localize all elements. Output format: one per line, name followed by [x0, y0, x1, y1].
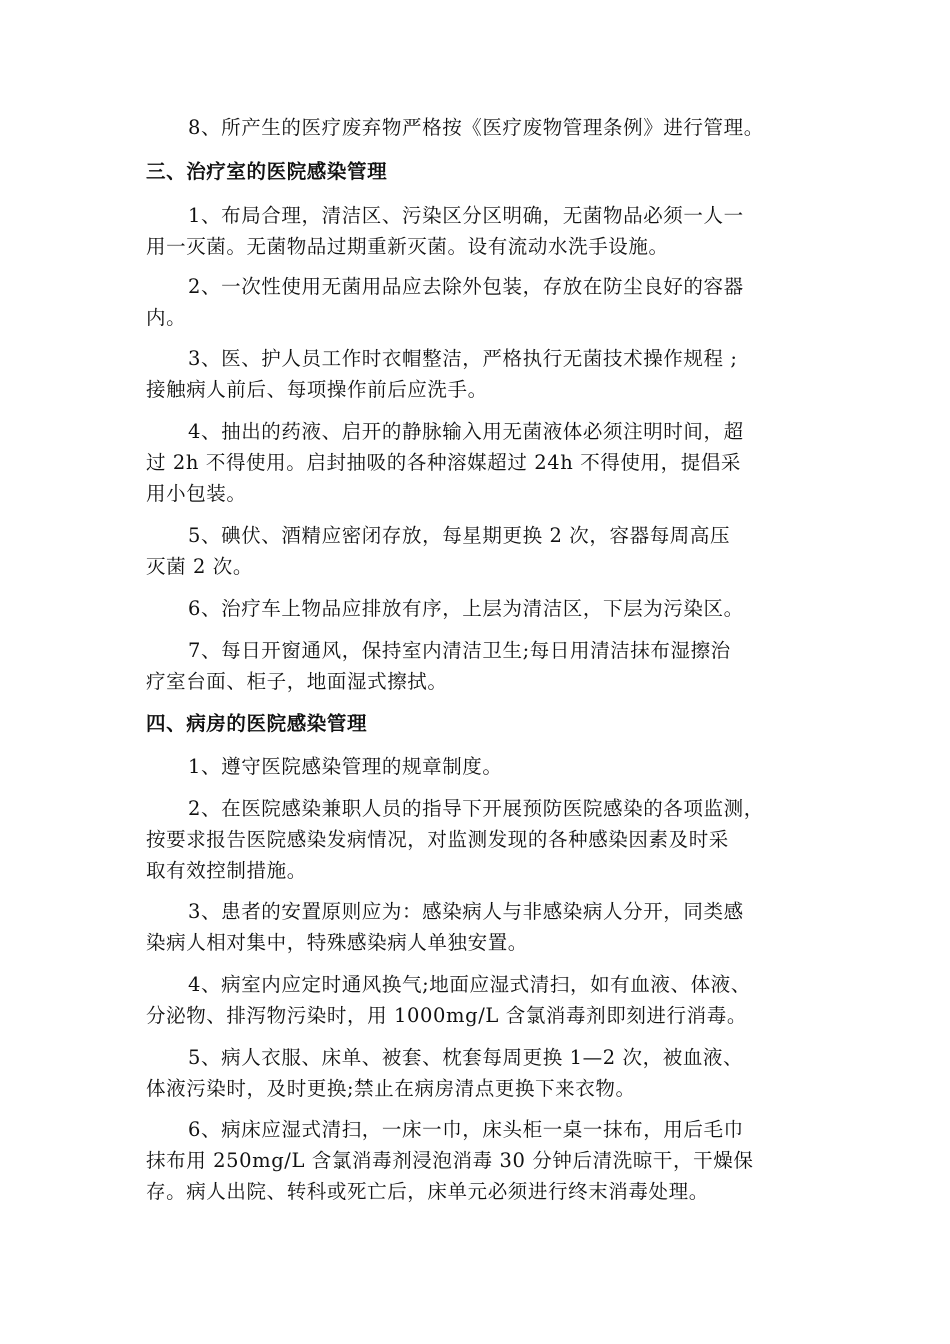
paragraph-3-line-2: 接触病人前后、每项操作前后应洗手。 — [146, 378, 488, 401]
paragraph-7-line-1: 7、每日开窗通风，保持室内清洁卫生;每日用清洁抹布湿擦治 — [188, 639, 731, 662]
ward-paragraph-4-line-1: 4、病室内应定时通风换气;地面应湿式清扫，如有血液、体液、 — [188, 973, 751, 996]
paragraph-7-line-2: 疗室台面、柜子，地面湿式擦拭。 — [146, 670, 448, 693]
paragraph-2-line-2: 内。 — [146, 306, 187, 329]
paragraph-3-line-1: 3、医、护人员工作时衣帽整洁，严格执行无菌技术操作规程 ; — [188, 347, 738, 370]
paragraph-4-line-3: 用小包装。 — [146, 482, 247, 505]
ward-paragraph-2-line-2: 按要求报告医院感染发病情况，对监测发现的各种感染因素及时采 — [146, 828, 729, 851]
paragraph-1-line-2: 用一灭菌。无菌物品过期重新灭菌。设有流动水洗手设施。 — [146, 235, 669, 258]
ward-paragraph-1-line-1: 1、遵守医院感染管理的规章制度。 — [188, 755, 503, 778]
paragraph-8-line-1: 8、所产生的医疗废弃物严格按《医疗废物管理条例》进行管理。 — [188, 116, 764, 139]
paragraph-4-line-2: 过 2h 不得使用。启封抽吸的各种溶媒超过 24h 不得使用，提倡采 — [146, 451, 742, 474]
ward-paragraph-5-line-2: 体液污染时，及时更换;禁止在病房清点更换下来衣物。 — [146, 1077, 636, 1100]
paragraph-2-line-1: 2、一次性使用无菌用品应去除外包装，存放在防尘良好的容器 — [188, 275, 744, 298]
ward-paragraph-2-line-1: 2、在医院感染兼职人员的指导下开展预防医院感染的各项监测， — [188, 797, 764, 820]
ward-paragraph-5-line-1: 5、病人衣服、床单、被套、枕套每周更换 1—2 次，被血液、 — [188, 1046, 744, 1069]
paragraph-5-line-2: 灭菌 2 次。 — [146, 555, 254, 578]
paragraph-6-line-1: 6、治疗车上物品应排放有序，上层为清洁区，下层为污染区。 — [188, 597, 744, 620]
ward-paragraph-3-line-1: 3、患者的安置原则应为：感染病人与非感染病人分开，同类感 — [188, 900, 744, 923]
ward-paragraph-6-line-2: 抹布用 250mg/L 含氯消毒剂浸泡消毒 30 分钟后清洗晾干，干燥保 — [146, 1149, 754, 1172]
section-heading-3: 三、治疗室的医院感染管理 — [146, 160, 388, 183]
ward-paragraph-2-line-3: 取有效控制措施。 — [146, 859, 307, 882]
paragraph-5-line-1: 5、碘伏、酒精应密闭存放，每星期更换 2 次，容器每周高压 — [188, 524, 731, 547]
ward-paragraph-6-line-3: 存。病人出院、转科或死亡后，床单元必须进行终末消毒处理。 — [146, 1180, 709, 1203]
paragraph-4-line-1: 4、抽出的药液、启开的静脉输入用无菌液体必须注明时间，超 — [188, 420, 744, 443]
ward-paragraph-4-line-2: 分泌物、排泻物污染时，用 1000mg/L 含氯消毒剂即刻进行消毒。 — [146, 1004, 747, 1027]
ward-paragraph-6-line-1: 6、病床应湿式清扫，一床一巾，床头柜一桌一抹布，用后毛巾 — [188, 1118, 744, 1141]
paragraph-1-line-1: 1、布局合理，清洁区、污染区分区明确，无菌物品必须一人一 — [188, 204, 744, 227]
ward-paragraph-3-line-2: 染病人相对集中，特殊感染病人单独安置。 — [146, 931, 528, 954]
section-heading-4: 四、病房的医院感染管理 — [146, 712, 368, 735]
